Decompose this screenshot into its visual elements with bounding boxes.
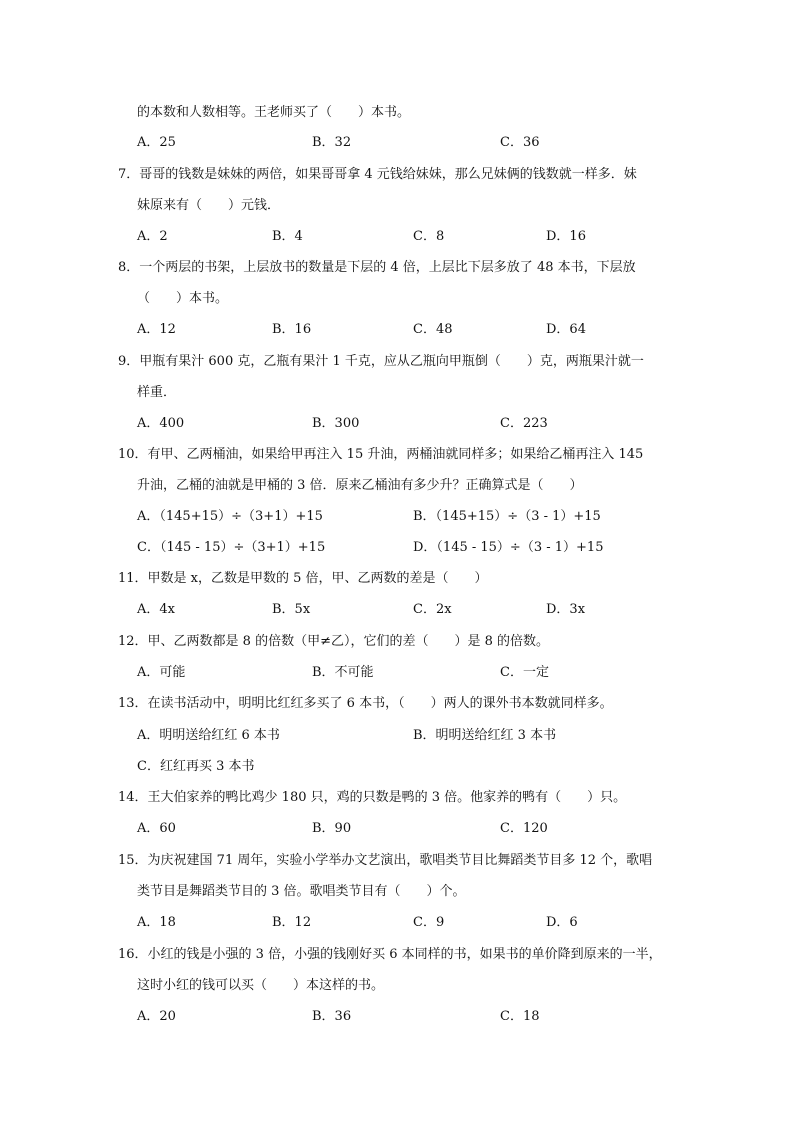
q10-option-c: C．（145 - 15）÷（3+1）+15 (137, 540, 326, 555)
q13-stem: 13．在读书活动中，明明比红红多买了 6 本书，（ ）两人的课外书本数就同样多。 (118, 696, 613, 711)
q15-stem-line2: 类节目是舞蹈类节目的 3 倍。歌唱类节目有（ ）个。 (137, 884, 466, 899)
q6-option-c: C．36 (500, 135, 540, 150)
q11-option-b: B．5x (272, 602, 311, 617)
q7-option-a: A．2 (137, 229, 168, 244)
q9-stem-line1: 9．甲瓶有果汁 600 克，乙瓶有果汁 1 千克，应从乙瓶向甲瓶倒（ ）克，两瓶果汁就一 (118, 354, 644, 369)
q10-option-a: A．（145+15）÷（3+1）+15 (137, 509, 323, 524)
q11-stem: 11．甲数是 x，乙数是甲数的 5 倍，甲、乙两数的差是（ ） (118, 571, 488, 586)
q16-option-c: C．18 (500, 1009, 540, 1024)
q11-option-d: D．3x (546, 602, 586, 617)
q7-stem-line2: 妹原来有（ ）元钱． (137, 198, 281, 213)
q16-stem-line1: 16．小红的钱是小强的 3 倍，小强的钱刚好买 6 本同样的书，如果书的单价降到原来的一半， (118, 947, 662, 962)
q6-continuation: 的本数和人数相等。王老师买了（ ）本书。 (137, 105, 411, 120)
q6-option-a: A．25 (137, 135, 176, 150)
q8-option-b: B．16 (272, 322, 312, 337)
q9-option-b: B．300 (312, 416, 360, 431)
q14-option-b: B．90 (312, 821, 352, 836)
q6-option-b: B．32 (312, 135, 352, 150)
q12-option-b: B．不可能 (312, 665, 374, 680)
q7-option-b: B．4 (272, 229, 303, 244)
q13-option-b: B．明明送给红红 3 本书 (413, 728, 557, 743)
q14-stem: 14．王大伯家养的鸭比鸡少 180 只，鸡的只数是鸭的 3 倍。他家养的鸭有（ ）只。 (118, 790, 627, 805)
q8-stem-line2: （ ）本书。 (137, 291, 229, 306)
q11-option-a: A．4x (137, 602, 175, 617)
q16-option-a: A．20 (137, 1009, 176, 1024)
q8-stem-line1: 8．一个两层的书架，上层放书的数量是下层的 4 倍，上层比下层多放了 48 本书，下层放 (118, 260, 636, 275)
q14-option-a: A．60 (137, 821, 176, 836)
q9-stem-line2: 样重． (137, 385, 177, 400)
q12-option-c: C．一定 (500, 665, 549, 680)
q15-stem-line1: 15．为庆祝建国 71 周年，实验小学举办文艺演出，歌唱类节目比舞蹈类节目多 12 个，歌唱 (118, 853, 653, 868)
q10-option-b: B．（145+15）÷（3 - 1）+15 (413, 509, 601, 524)
q8-option-a: A．12 (137, 322, 176, 337)
q7-stem-line1: 7．哥哥的钱数是妹妹的两倍，如果哥哥拿 4 元钱给妹妹，那么兄妹俩的钱数就一样多．妹 (118, 167, 637, 182)
q15-option-d: D．6 (546, 915, 578, 930)
q16-stem-line2: 这时小红的钱可以买（ ）本这样的书。 (137, 978, 385, 993)
q16-option-b: B．36 (312, 1009, 352, 1024)
q10-stem-line2: 升油，乙桶的油就是甲桶的 3 倍．原来乙桶油有多少升？正确算式是（ ） (137, 478, 583, 493)
q7-option-d: D．16 (546, 229, 586, 244)
q13-option-a: A．明明送给红红 6 本书 (137, 728, 280, 743)
q9-option-c: C．223 (500, 416, 548, 431)
q8-option-d: D．64 (546, 322, 586, 337)
q14-option-c: C．120 (500, 821, 548, 836)
q8-option-c: C．48 (413, 322, 453, 337)
q9-option-a: A．400 (137, 416, 185, 431)
q11-option-c: C．2x (413, 602, 452, 617)
q7-option-c: C．8 (413, 229, 445, 244)
q13-option-c: C．红红再买 3 本书 (137, 759, 255, 774)
q15-option-b: B．12 (272, 915, 312, 930)
q15-option-c: C．9 (413, 915, 445, 930)
q12-option-a: A．可能 (137, 665, 186, 680)
q10-stem-line1: 10．有甲、乙两桶油，如果给甲再注入 15 升油，两桶油就同样多；如果给乙桶再注入 145 (118, 447, 644, 462)
q15-option-a: A．18 (137, 915, 176, 930)
q10-option-d: D．（145 - 15）÷（3 - 1）+15 (413, 540, 604, 555)
q12-stem: 12．甲、乙两数都是 8 的倍数（甲≠乙），它们的差（ ）是 8 的倍数。 (118, 634, 550, 649)
